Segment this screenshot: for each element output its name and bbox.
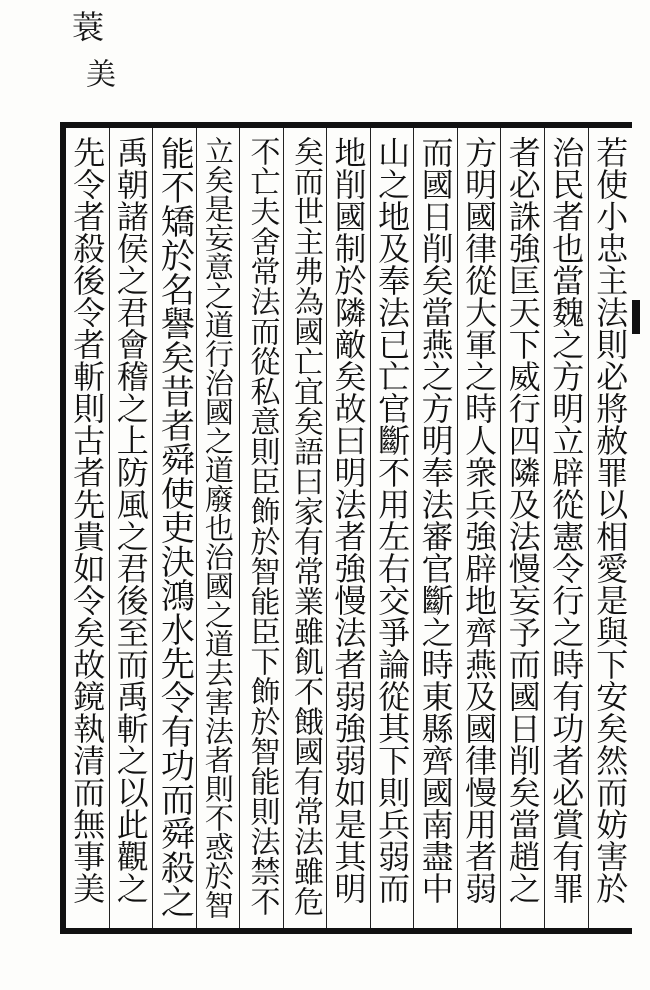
text-column-10 <box>197 128 241 928</box>
column-text: 山之地及奉法已亡官斷不用左右交爭論從其下則兵弱而 <box>373 136 412 904</box>
column-text: 矣而世主弗為國亡宜矣語曰家有常業雖飢不餓國有常法雖危 <box>287 136 323 916</box>
text-column-12 <box>110 128 154 928</box>
column-text: 若使小忠主法則必將赦罪以相愛是與下安矣然而妨害於 <box>591 136 630 904</box>
column-text: 者必誅強匡天下威行四隣及法慢妄予而國日削矣當趙之 <box>503 136 542 904</box>
text-column-1 <box>589 128 632 928</box>
text-column-2 <box>545 128 589 928</box>
margin-annotation <box>60 10 120 110</box>
column-text: 不亡夫舍常法而從私意則臣飾於智能臣下飾於智能則法禁不 <box>244 136 280 916</box>
frame-edge-mark <box>632 300 640 334</box>
column-text: 治民者也當魏之方明立辟從憲令行之時有功者必賞有罪 <box>547 136 586 904</box>
text-column-3 <box>501 128 545 928</box>
column-text: 立矣是妄意之道行治國之道廢也治國之道去害法者則不惑於智 <box>200 136 235 919</box>
text-column-11 <box>153 128 197 928</box>
text-column-4 <box>458 128 502 928</box>
margin-annotation-char-2: 美 <box>80 58 115 90</box>
column-text: 能不矯於名譽矣昔者舜使吏決鴻水先令有功而舜殺之 <box>154 136 195 918</box>
text-columns <box>66 128 632 928</box>
text-column-7 <box>327 128 371 928</box>
text-column-13 <box>66 128 110 928</box>
column-text: 先令者殺後令者斬則古者先貴如令矣故鏡執清而無事美 <box>68 136 107 904</box>
text-column-6 <box>371 128 415 928</box>
column-text: 地削國制於隣敵矣故曰明法者強慢法者弱強弱如是其明 <box>329 136 368 904</box>
column-text: 方明國律從大軍之時人衆兵強辟地齊燕及國律慢用者弱 <box>460 136 499 904</box>
column-text: 禹朝諸侯之君會稽之上防風之君後至而禹斬之以此觀之 <box>111 136 150 904</box>
text-column-5 <box>414 128 458 928</box>
text-column-9 <box>240 128 284 928</box>
column-text: 而國日削矣當燕之方明奉法審官斷之時東縣齊國南盡中 <box>416 136 455 904</box>
margin-annotation-char-1: 蓑 <box>67 10 105 44</box>
text-column-8 <box>284 128 328 928</box>
